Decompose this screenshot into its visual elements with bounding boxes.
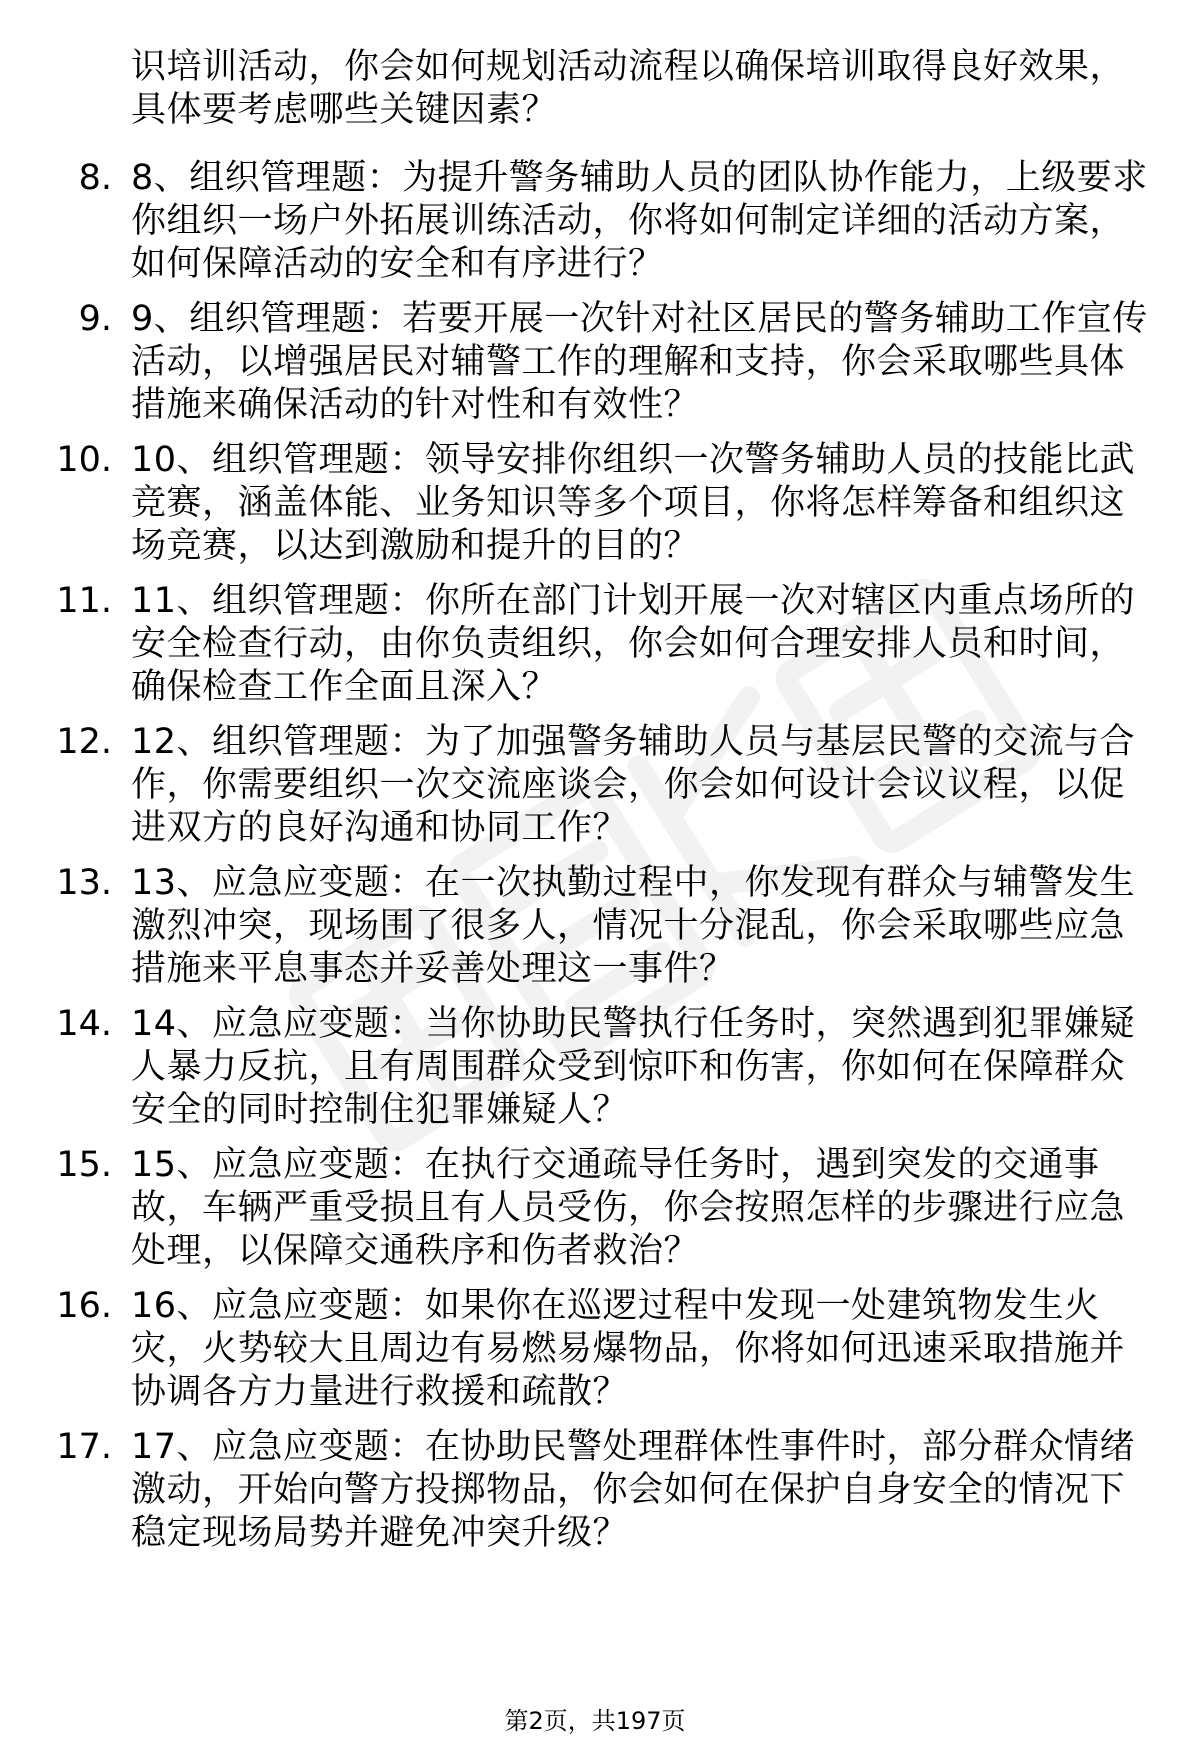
item-text: 17、应急应变题：在协助民警处理群体性事件时，部分群众情绪激动，开始向警方投掷物品，你会如何在保护自身安全的情况下稳定现场局势并避免冲突升级？ [131,1427,1136,1553]
list-item [0,157,1190,298]
item-number: 12. [56,722,112,762]
item-text: 12、组织管理题：为了加强警务辅助人员与基层民警的交流与合作，你需要组织一次交流座谈会，你会如何设计会议议程，以促进双方的良好沟通和协同工作？ [131,722,1136,848]
item-number: 15. [56,1145,112,1185]
list-item [0,862,1190,1003]
item-number: 9. [78,299,112,339]
item-number: 14. [56,1004,112,1044]
question-list [0,157,1190,1567]
item-text: 15、应急应变题：在执行交通疏导任务时，遇到突发的交通事故，车辆严重受损且有人员受伤，你会按照怎样的步骤进行应急处理，以保障交通秩序和伤者救治？ [131,1145,1126,1271]
item-number: 16. [56,1286,112,1326]
item-text: 10、组织管理题：领导安排你组织一次警务辅助人员的技能比武竞赛，涵盖体能、业务知识等多个项目，你将怎样筹备和组织这场竞赛，以达到激励和提升的目的？ [131,440,1136,566]
item-text: 8、组织管理题：为提升警务辅助人员的团队协作能力，上级要求你组织一场户外拓展训练活动，你将如何制定详细的活动方案，如何保障活动的安全和有序进行？ [131,158,1148,284]
list-item [0,298,1190,439]
item-text: 11、组织管理题：你所在部门计划开展一次对辖区内重点场所的安全检查行动，由你负责组织，你会如何合理安排人员和时间，确保检查工作全面且深入？ [131,581,1136,707]
item-number: 8. [78,158,112,198]
item-text: 9、组织管理题：若要开展一次针对社区居民的警务辅助工作宣传活动，以增强居民对辅警工作的理解和支持，你会采取哪些具体措施来确保活动的针对性和有效性？ [131,299,1148,425]
item-number: 11. [56,581,112,621]
item-number: 17. [56,1427,112,1467]
list-item [0,721,1190,862]
page-footer: 第2页，共197页 [504,1707,686,1735]
list-item [0,439,1190,580]
list-item [0,580,1190,721]
item-text: 14、应急应变题：当你协助民警执行任务时，突然遇到犯罪嫌疑人暴力反抗，且有周围群众受到惊吓和伤害，你如何在保障群众安全的同时控制住犯罪嫌疑人？ [131,1004,1136,1130]
list-item [0,1285,1190,1426]
item-text: 13、应急应变题：在一次执勤过程中，你发现有群众与辅警发生激烈冲突，现场围了很多人，情况十分混乱，你会采取哪些应急措施来平息事态并妥善处理这一事件？ [131,863,1136,989]
list-item [0,1426,1190,1567]
item-text: 16、应急应变题：如果你在巡逻过程中发现一处建筑物发生火灾，火势较大且周边有易燃易爆物品，你将如何迅速采取措施并协调各方力量进行救援和疏散？ [131,1286,1126,1412]
list-item [0,1144,1190,1285]
continuation-text: 识培训活动，你会如何规划活动流程以确保培训取得良好效果，具体要考虑哪些关键因素？ [131,47,1126,130]
item-number: 10. [56,440,112,480]
list-item [0,1003,1190,1144]
item-number: 13. [56,863,112,903]
